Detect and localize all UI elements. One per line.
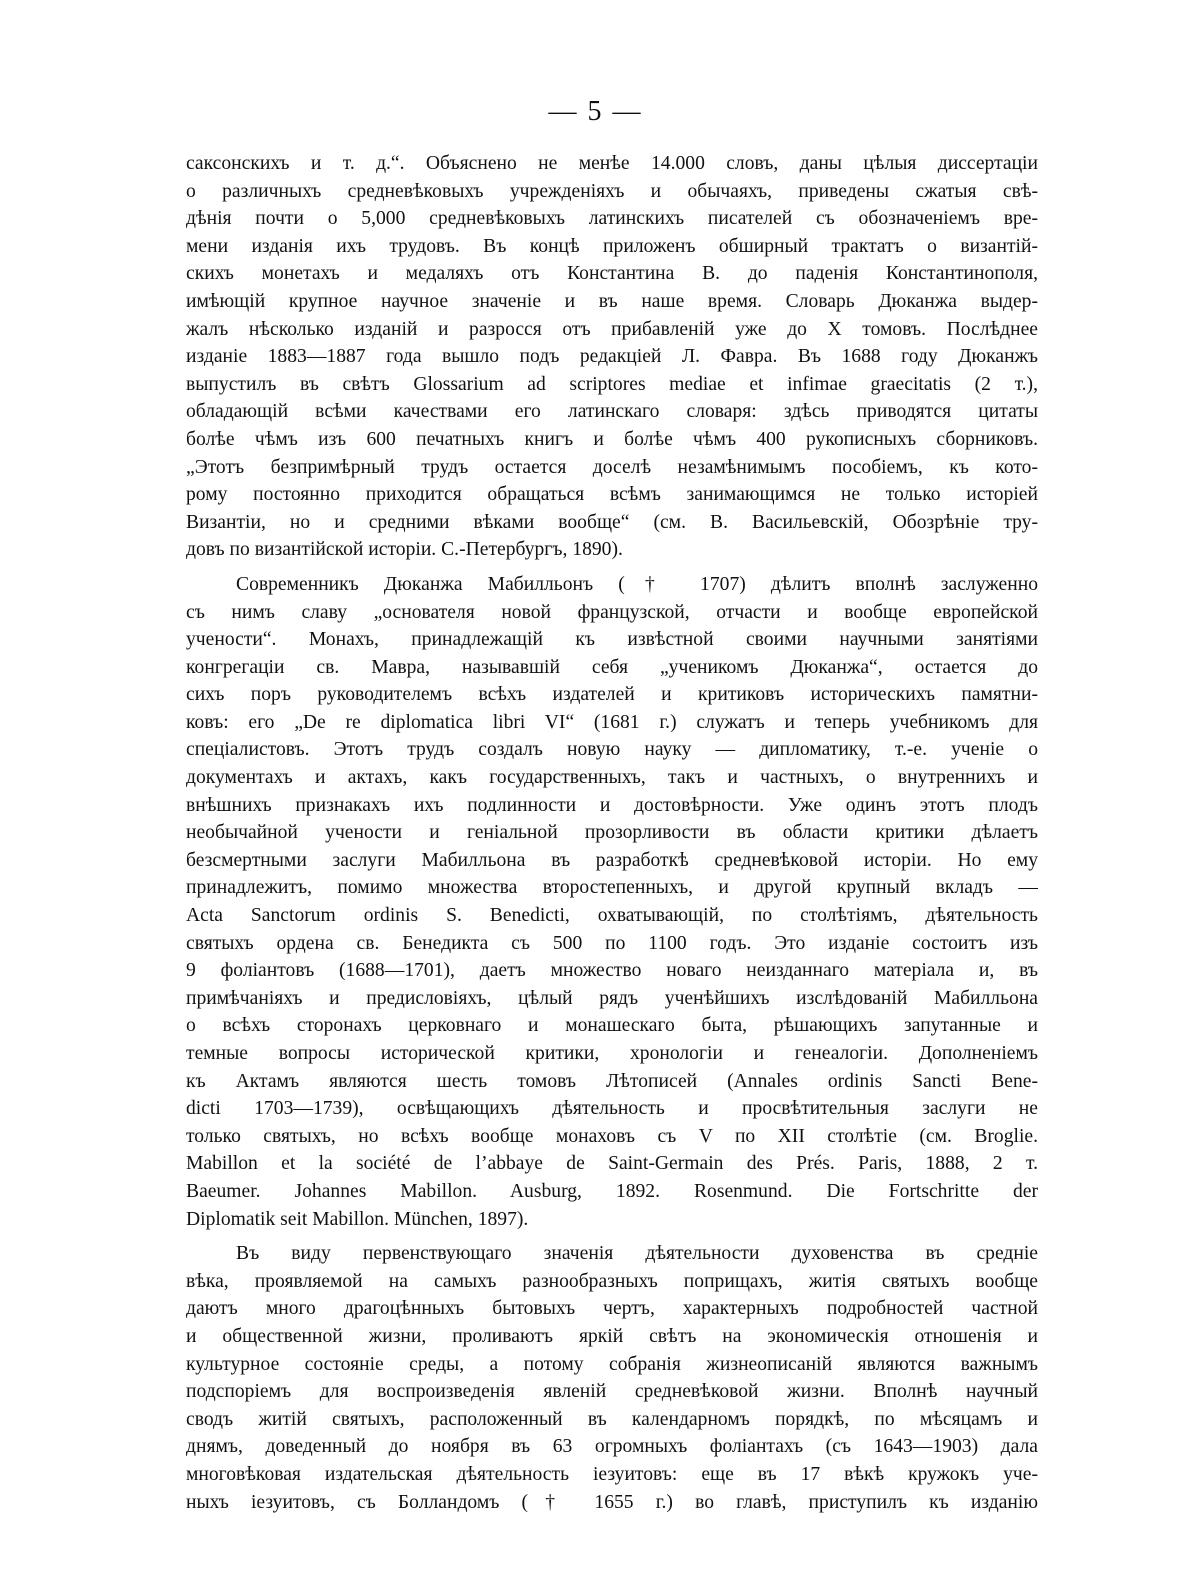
text-line: днямъ, доведенный до ноября въ 63 огромныхъ фоліантахъ (съ 1643—1903) дала [186,1436,1038,1458]
text-line: подспоріемъ для воспроизведенія явленій средневѣковой жизни. Вполнѣ научный [186,1381,1038,1403]
text-line: культурное состояніе среды, а потому собранія жизнеописаній являются важнымъ [186,1353,1038,1375]
text-line: къ Актамъ являются шесть томовъ Лѣтописей (Annales ordinis Sancti Bene- [186,1070,1038,1092]
text-line: святыхъ ордена св. Бенедикта съ 500 по 1100 годъ. Это изданіе состоитъ изъ [186,932,1038,954]
text-line: довъ по византійской исторіи. С.-Петербургъ, 1890). [186,539,623,561]
text-line: имѣющій крупное научное значеніе и въ наше время. Словарь Дюканжа выдер- [186,290,1038,312]
text-line: Acta Sanctorum ordinis S. Benedicti, охватывающій, по столѣтіямъ, дѣятельность [186,905,1038,927]
text-line: спеціалистовъ. Этотъ трудъ создалъ новую науку — дипломатику, т.-е. ученіе о [186,739,1038,761]
text-line: съ нимъ славу „основателя новой французской, отчасти и вообще европейской [186,601,1038,623]
text-line: 9 фоліантовъ (1688—1701), даетъ множество новаго неизданнаго матеріала и, въ [186,960,1038,982]
text-line: ковъ: его „De re diplomatica libri VI“ (1681 г.) служатъ и теперь учебникомъ для [186,711,1038,733]
body-text [186,150,1038,1516]
text-line: dicti 1703—1739), освѣщающихъ дѣятельность и просвѣтительныя заслуги не [186,1098,1038,1120]
paragraph [186,571,1038,1233]
text-line: только святыхъ, но всѣхъ вообще монаховъ съ V по XII столѣтіе (см. Broglie. [186,1125,1038,1147]
text-line: изданіе 1883—1887 года вышло подъ редакціей Л. Фавра. Въ 1688 году Дюканжъ [186,346,1038,368]
paragraph [186,1240,1038,1516]
text-line: Diplomatik seit Mabillon. München, 1897). [186,1208,529,1230]
text-line: Въ виду первенствующаго значенія дѣятельности духовенства въ средніе [236,1243,1038,1265]
text-line: многовѣковая издательская дѣятельность іезуитовъ: еще въ 17 вѣкѣ кружокъ уче- [186,1463,1038,1485]
text-line: жалъ нѣсколько изданій и разросся отъ прибавленій уже до X томовъ. Послѣднее [186,318,1038,340]
text-line: Baeumer. Johannes Mabillon. Ausburg, 1892. Rosenmund. Die Fortschritte der [186,1180,1038,1202]
text-line: необычайной учености и геніальной прозорливости въ области критики дѣлаетъ [186,822,1038,844]
text-line: выпустилъ въ свѣтъ Glossarium ad scriptores mediae et infimae graecitatis (2 т.), [186,373,1038,395]
text-line: даютъ много драгоцѣнныхъ бытовыхъ чертъ, характерныхъ подробностей частной [186,1298,1038,1320]
text-line: Современникъ Дюканжа Мабилльонъ († 1707) дѣлитъ вполнѣ заслуженно [236,573,1038,595]
page-number: — 5 — [548,96,643,127]
text-line: безсмертными заслуги Мабилльона въ разработкѣ средневѣковой исторіи. Но ему [186,849,1038,871]
text-line: темные вопросы исторической критики, хронологіи и генеалогіи. Дополненіемъ [186,1043,1038,1064]
text-line: обладающій всѣми качествами его латинскаго словаря: здѣсь приводятся цитаты [186,401,1038,423]
text-line: и общественной жизни, проливаютъ яркій свѣтъ на экономическія отношенія и [186,1325,1038,1347]
text-line: болѣе чѣмъ изъ 600 печатныхъ книгъ и болѣе чѣмъ 400 рукописныхъ сборниковъ. [186,428,1038,450]
text-line: документахъ и актахъ, какъ государственныхъ, такъ и частныхъ, о внутреннихъ и [186,767,1038,789]
text-line: саксонскихъ и т. д.“. Объяснено не менѣе 14.000 словъ, даны цѣлыя диссертаціи [186,153,1038,174]
text-line: сихъ поръ руководителемъ всѣхъ издателей и критиковъ историческихъ памятни- [186,684,1038,706]
text-line: примѣчаніяхъ и предисловіяхъ, цѣлый рядъ ученѣйшихъ изслѣдованій Мабилльона [186,987,1038,1009]
text-line: мени изданія ихъ трудовъ. Въ концѣ приложенъ обширный трактатъ о византій- [186,235,1038,257]
text-line: рому постоянно приходится обращаться всѣмъ занимающимся не только исторіей [186,484,1038,506]
text-line: о различныхъ средневѣковыхъ учрежденіяхъ и обычаяхъ, приведены сжатыя свѣ- [186,180,1038,202]
text-line: принадлежитъ, помимо множества второстепенныхъ, и другой крупный вкладъ — [186,877,1038,899]
text-line: внѣшнихъ признакахъ ихъ подлинности и достовѣрности. Уже одинъ этотъ плодъ [186,794,1038,816]
text-line: Mabillon et la société de l’abbaye de Saint-Germain des Prés. Paris, 1888, 2 т. [186,1153,1038,1175]
text-line: „Этотъ безпримѣрный трудъ остается доселѣ незамѣнимымъ пособіемъ, къ кото- [186,456,1038,478]
text-line: сводъ житій святыхъ, расположенный въ календарномъ порядкѣ, по мѣсяцамъ и [186,1408,1038,1430]
text-line: Византіи, но и средними вѣками вообще“ (см. В. Васильевскій, Обозрѣніе тру- [186,511,1038,533]
text-line: ныхъ іезуитовъ, съ Болландомъ († 1655 г.) во главѣ, приступилъ къ изданію [186,1491,1038,1513]
text-line: скихъ монетахъ и медаляхъ отъ Константина В. до паденія Константинополя, [186,263,1038,285]
text-line: учености“. Монахъ, принадлежащій къ извѣстной своими научными занятіями [186,629,1038,651]
text-line: конгрегаціи св. Мавра, называвшій себя „ученикомъ Дюканжа“, остается до [186,656,1038,678]
paragraph [186,150,1038,564]
text-line: о всѣхъ сторонахъ церковнаго и монашескаго быта, рѣшающихъ запутанные и [186,1015,1038,1037]
text-line: вѣка, проявляемой на самыхъ разнообразныхъ поприщахъ, житія святыхъ вообще [186,1270,1038,1292]
text-line: дѣнія почти о 5,000 средневѣковыхъ латинскихъ писателей съ обозначеніемъ вре- [186,208,1038,230]
